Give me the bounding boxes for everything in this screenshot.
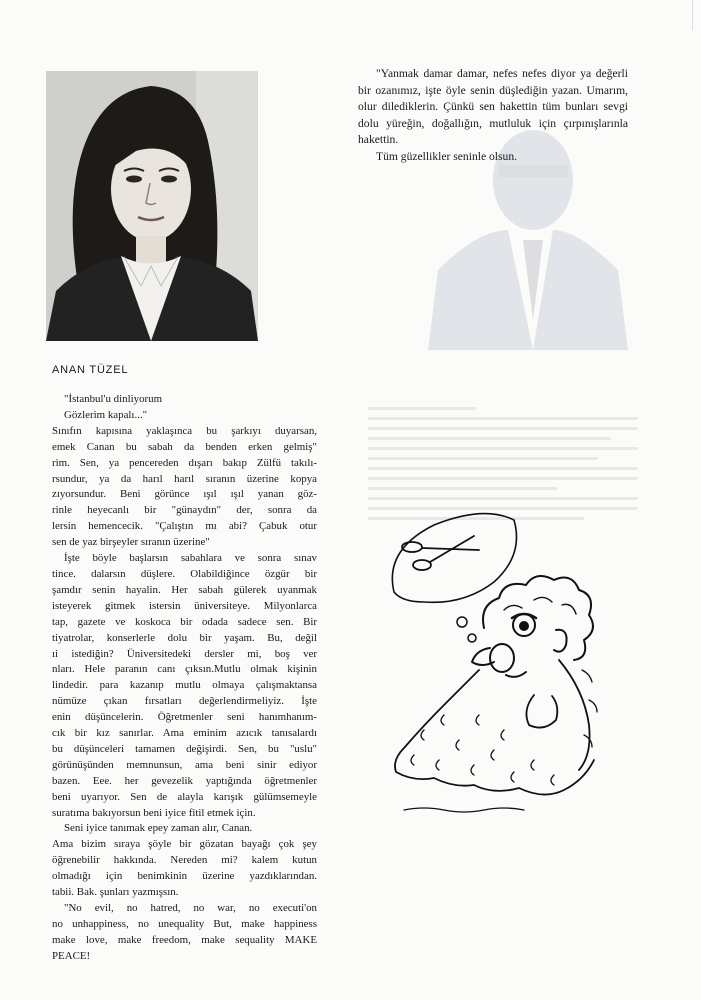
body-line: PEACE!: [52, 949, 91, 962]
body-line: tiyatrolar, konserlerle dolu bir yaşam. Bu, değil: [52, 631, 317, 644]
body-line: nları. Hele paranın canı çıksın.Mutlu olmak kişinin: [52, 663, 317, 676]
body-line: rsundur, ya da harıl harıl sıranın üzerine kopya: [52, 472, 317, 485]
body-line: şamdır senin hayalin. Her sabah gülerek uyanmak: [52, 583, 317, 596]
bearded-man-cartoon: [384, 510, 606, 830]
body-line: İşte böyle başlarsın sabahlara ve sonra sınav: [64, 552, 317, 565]
author-name: ANAN TÜZEL: [52, 364, 129, 376]
body-line: beni uyarıyor. Sen de alayla karışık gülümsemeyle: [52, 790, 317, 803]
body-line: Sınıfın kapısına yaklaşınca bu şarkıyı duyarsan,: [52, 424, 317, 437]
body-line: isteyerek gitmek istersin üniversiteye. Milyonlarca: [52, 599, 317, 612]
bleed-through-text: [368, 400, 638, 527]
body-line: lersin hemencecik. "Çalıştın mı abi? Çabuk otur: [52, 520, 317, 533]
body-line: olmadığı için benimkinin üzerine yazdıklarından.: [52, 870, 317, 883]
body-line: make love, make freedom, make sequality MAKE: [52, 933, 317, 946]
body-line: no unhappiness, no unequality But, make happiness: [52, 917, 317, 930]
body-line: emek Canan bu sabah da benden erken gelmiş": [52, 440, 317, 453]
body-line: tince. dalarsın düşlere. Olabildiğince özgür bir: [52, 567, 317, 580]
body-line: zıyorsundur. Beni görünce ışıl ışıl yanan göz-: [52, 488, 317, 501]
closing-quote: [358, 66, 628, 166]
body-line: görünüşünden memnunsun, ama beni sinir ediyor: [52, 758, 317, 771]
body-line: ıi istediğin? Üniversitedeki dersler mi, boş ver: [52, 647, 317, 660]
body-line: öğrenebilir hakkında. Nereden mi? kalem kutun: [52, 854, 317, 867]
body-line: "No evil, no hatred, no war, no executi'on: [64, 902, 317, 914]
body-line: lindedir. para kazanıp mutlu olmaya çalışmaktansa: [52, 679, 317, 692]
body-line: tap, gazete ve koskoca bir odada sadece sen. Bir: [52, 615, 317, 628]
body-line: cık bir kız sanırlar. Ama eminim azıcık tanısalardı: [52, 727, 317, 740]
scissors-icon: [402, 536, 479, 570]
quote-closing-line: Tüm güzellikler seninle olsun.: [376, 149, 518, 163]
body-line: rinle heyecanlı bir "günaydın" der, sonra da: [52, 504, 317, 517]
body-line: Seni iyice tanımak epey zaman alır, Canan.: [64, 822, 253, 835]
body-line: bazen. Eee. her gevezelik yaptığında öğretmenler: [52, 774, 317, 787]
body-line: suratıma bakıyorsun beni iyice fitil etmek için.: [52, 806, 256, 819]
body-line: Gözlerim kapalı...": [64, 408, 148, 421]
body-line: "İstanbul'u dinliyorum: [64, 393, 163, 405]
body-line: enin düşüncelerin. Öğretmenler seni hanımhanım-: [52, 711, 317, 724]
body-line: nümüze çıkan fırsatları değerlendirmeliyiz. İşte: [52, 695, 317, 708]
body-line: sen de yaz birşeyler sıranın üzerine": [52, 536, 210, 549]
article-body: [52, 392, 317, 965]
body-line: Ama bizim sıraya şöyle bir gözatan bayağı çok şey: [52, 838, 317, 851]
portrait-photo: [46, 71, 258, 341]
quote-paragraph: "Yanmak damar damar, nefes nefes diyor ya değerli bir ozanımız, işte öyle senin düşlediğin yazan. Umarım, olur dilediklerin. Çünkü sen hakettin tüm bunları sevgi dolu yüreğin, doğallığın, mutluluk için çırpınışlarınla hakettin.: [358, 67, 628, 147]
body-line: rim. Sen, ya pencereden dışarı bakıp Zülfü takılı-: [52, 456, 317, 469]
body-line: bu düşünceleri tamamen değişirdi. Sen, bu "uslu": [52, 742, 317, 755]
body-line: tabii. Bak. şunları yazmışsın.: [52, 886, 179, 899]
page-edge-mark: [692, 0, 693, 30]
